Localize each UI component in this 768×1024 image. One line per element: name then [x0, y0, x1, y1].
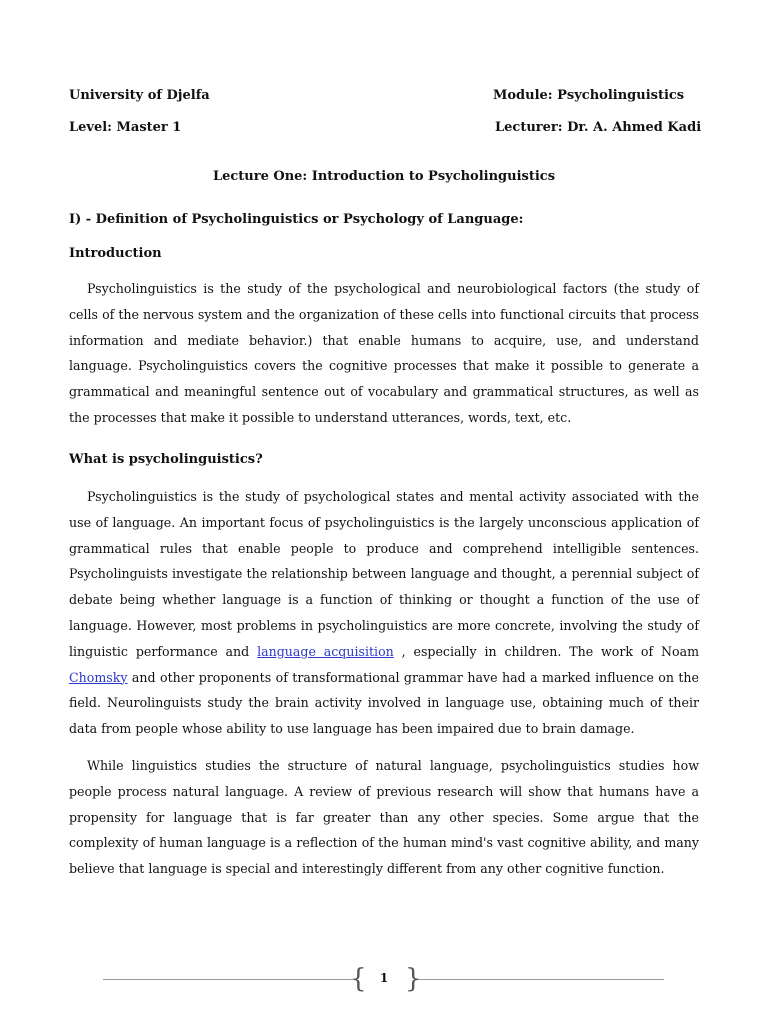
footer-divider-left [103, 979, 353, 980]
lecture-title: Lecture One: Introduction to Psycholinguistics [212, 169, 556, 184]
module-name: Module: Psycholinguistics [493, 88, 685, 103]
paragraph-text: , especially in children. The work of Noam [393, 643, 700, 659]
what-is-paragraph [69, 484, 699, 742]
lecturer-name: Lecturer: Dr. A. Ahmed Kadi [495, 120, 702, 135]
footer-divider-right [416, 979, 664, 980]
page-number: 1 [379, 971, 389, 985]
right-brace-icon: } [405, 964, 422, 994]
what-is-heading: What is psycholinguistics? [69, 452, 263, 467]
university-name: University of Djelfa [69, 88, 210, 103]
paragraph-text: Psycholinguistics is the study of psychological states and mental activity associated with the use of language. An important focus of psycholinguistics is the largely unconscious application of grammatical rules that enable people to produce and comprehend intelligible sentences. Psycholinguists investigate the relationship between language and thought, a perennial subject of debate being whether language is a function of thinking or thought a function of the use of language. However, most problems in psycholinguistics are more concrete, involving the study of linguistic performance and [69, 489, 699, 659]
language-acquisition-link[interactable]: language acquisition [257, 643, 394, 659]
section-heading: I) - Definition of Psycholinguistics or Psychology of Language: [69, 212, 524, 227]
paragraph-text: and other proponents of transformational grammar have had a marked influence on the field. Neurolinguists study the brain activity involved in language use, obtaining much of their data from people whose ability to use language has been impaired due to brain damage. [69, 669, 699, 737]
level-label: Level: Master 1 [69, 120, 182, 135]
chomsky-link[interactable]: Chomsky [69, 669, 128, 685]
introduction-paragraph: Psycholinguistics is the study of the psychological and neurobiological factors (the study of cells of the nervous system and the organization of these cells into functional circuits that process information and mediate behavior.) that enable humans to acquire, use, and understand language. Psycholinguistics covers the cognitive processes that make it possible to generate a grammatical and meaningful sentence out of vocabulary and grammatical structures, as well as the processes that make it possible to understand utterances, words, text, etc. [69, 281, 699, 425]
left-brace-icon: { [350, 964, 367, 994]
linguistics-paragraph: While linguistics studies the structure of natural language, psycholinguistics studies how people process natural language. A review of previous research will show that humans have a propensity for language that is far greater than any other species. Some argue that the complexity of human language is a reflection of the human mind's vast cognitive ability, and many believe that language is special and interestingly different from any other cognitive function. [69, 758, 699, 877]
introduction-heading: Introduction [69, 246, 162, 261]
